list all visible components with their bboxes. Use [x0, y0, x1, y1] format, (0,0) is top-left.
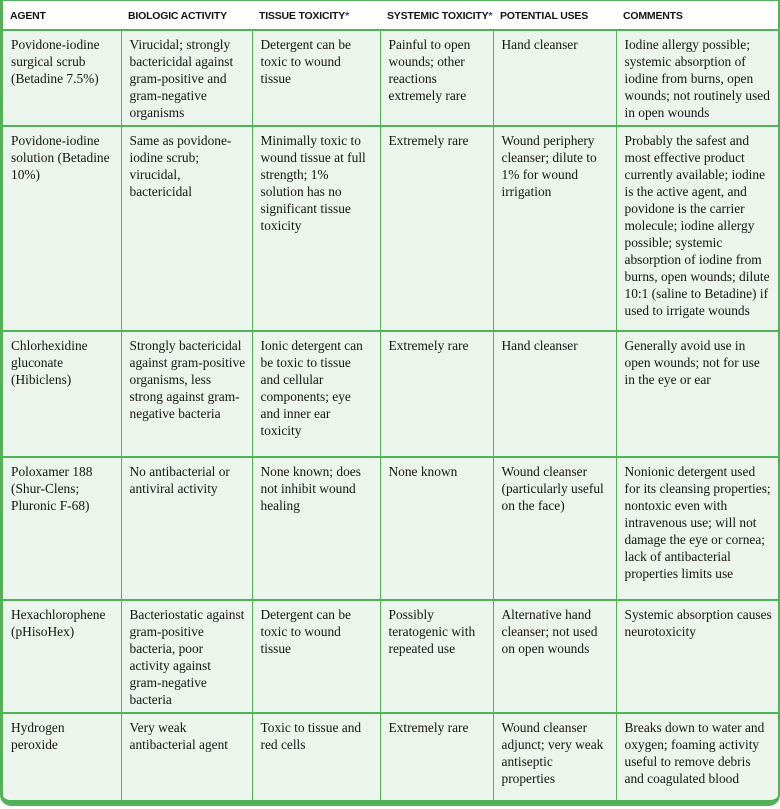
- table-row: [3, 600, 778, 713]
- column-header-label: TISSUE TOXICITY: [259, 10, 346, 22]
- cell-biologic_activity: Virucidal; strongly bactericidal against gram-positive and gram-negative organisms: [121, 30, 252, 126]
- cell-potential_uses: Hand cleanser: [493, 30, 616, 126]
- cell-potential_uses: Alternative hand cleanser; not used on open wounds: [493, 600, 616, 713]
- table-row: [3, 331, 778, 457]
- cell-systemic_toxicity: Extremely rare: [380, 126, 493, 331]
- column-header-label: BIOLOGIC ACTIVITY: [128, 10, 227, 22]
- cell-agent: Hydrogen peroxide: [3, 713, 121, 804]
- footnote-asterisk: *: [345, 10, 349, 22]
- cell-systemic_toxicity: None known: [380, 457, 493, 600]
- cell-biologic_activity: Very weak antibacterial agent: [121, 713, 252, 804]
- table-row: [3, 126, 778, 331]
- cell-systemic_toxicity: Extremely rare: [380, 713, 493, 804]
- cell-agent: Povidone-iodine surgical scrub (Betadine 7.5%): [3, 30, 121, 126]
- table-header: [3, 1, 778, 30]
- cell-tissue_toxicity: None known; does not inhibit wound healing: [252, 457, 380, 600]
- cell-comments: Nonionic detergent used for its cleansing properties; nontoxic even with intravenous use; will not damage the eye or cornea; lack of antibacterial properties limits use: [616, 457, 778, 600]
- footnote-asterisk: *: [488, 10, 493, 22]
- cell-systemic_toxicity: Possibly teratogenic with repeated use: [380, 600, 493, 713]
- cell-comments: Breaks down to water and oxygen; foaming activity useful to remove debris and coagulated blood: [616, 713, 778, 804]
- cell-biologic_activity: Bacteriostatic against gram-positive bacteria, poor activity against gram-negative bacteria: [121, 600, 252, 713]
- cell-systemic_toxicity: Painful to open wounds; other reactions extremely rare: [380, 30, 493, 126]
- cell-tissue_toxicity: Minimally toxic to wound tissue at full strength; 1% solution has no significant tissue toxicity: [252, 126, 380, 331]
- column-header-comments: [616, 1, 778, 30]
- cell-agent: Chlorhexidine gluconate (Hibiclens): [3, 331, 121, 457]
- cell-comments: Generally avoid use in open wounds; not for use in the eye or ear: [616, 331, 778, 457]
- column-header-label: AGENT: [10, 10, 46, 22]
- cell-biologic_activity: Same as povidone-iodine scrub; virucidal, bactericidal: [121, 126, 252, 331]
- antiseptic-agents-table: [3, 1, 778, 804]
- column-header-potential_uses: [493, 1, 616, 30]
- cell-agent: Poloxamer 188 (Shur-Clens; Pluronic F-68): [3, 457, 121, 600]
- cell-comments: Systemic absorption causes neurotoxicity: [616, 600, 778, 713]
- cell-tissue_toxicity: Detergent can be toxic to wound tissue: [252, 30, 380, 126]
- header-row: [3, 1, 778, 30]
- column-header-label: POTENTIAL USES: [500, 10, 589, 22]
- cell-tissue_toxicity: Toxic to tissue and red cells: [252, 713, 380, 804]
- column-header-agent: [3, 1, 121, 30]
- column-header-label: COMMENTS: [623, 10, 683, 22]
- table-row: [3, 457, 778, 600]
- table-body: [3, 30, 778, 804]
- table-row: [3, 713, 778, 804]
- cell-agent: Povidone-iodine solution (Betadine 10%): [3, 126, 121, 331]
- table-row: [3, 30, 778, 126]
- column-header-systemic_toxicity: [380, 1, 493, 30]
- column-header-biologic_activity: [121, 1, 252, 30]
- cell-comments: Probably the safest and most effective product currently available; iodine is the active agent, and povidone is the carrier molecule; iodine allergy possible; systemic absorption of iodine from burns, open wounds; dilute 10:1 (saline to Betadine) if used to irrigate wounds: [616, 126, 778, 331]
- cell-biologic_activity: No antibacterial or antiviral activity: [121, 457, 252, 600]
- cell-comments: Iodine allergy possible; systemic absorption of iodine from burns, open wounds; not routinely used in open wounds: [616, 30, 778, 126]
- cell-systemic_toxicity: Extremely rare: [380, 331, 493, 457]
- cell-potential_uses: Wound cleanser adjunct; very weak antiseptic properties: [493, 713, 616, 804]
- cell-agent: Hexachlorophene (pHisoHex): [3, 600, 121, 713]
- cell-biologic_activity: Strongly bactericidal against gram-positive organisms, less strong against gram-negative bacteria: [121, 331, 252, 457]
- cell-tissue_toxicity: Detergent can be toxic to wound tissue: [252, 600, 380, 713]
- cell-tissue_toxicity: Ionic detergent can be toxic to tissue and cellular components; eye and inner ear toxicity: [252, 331, 380, 457]
- cell-potential_uses: Wound periphery cleanser; dilute to 1% for wound irrigation: [493, 126, 616, 331]
- cell-potential_uses: Wound cleanser (particularly useful on the face): [493, 457, 616, 600]
- column-header-tissue_toxicity: [252, 1, 380, 30]
- column-header-label: SYSTEMIC TOXICITY: [387, 10, 489, 22]
- cell-potential_uses: Hand cleanser: [493, 331, 616, 457]
